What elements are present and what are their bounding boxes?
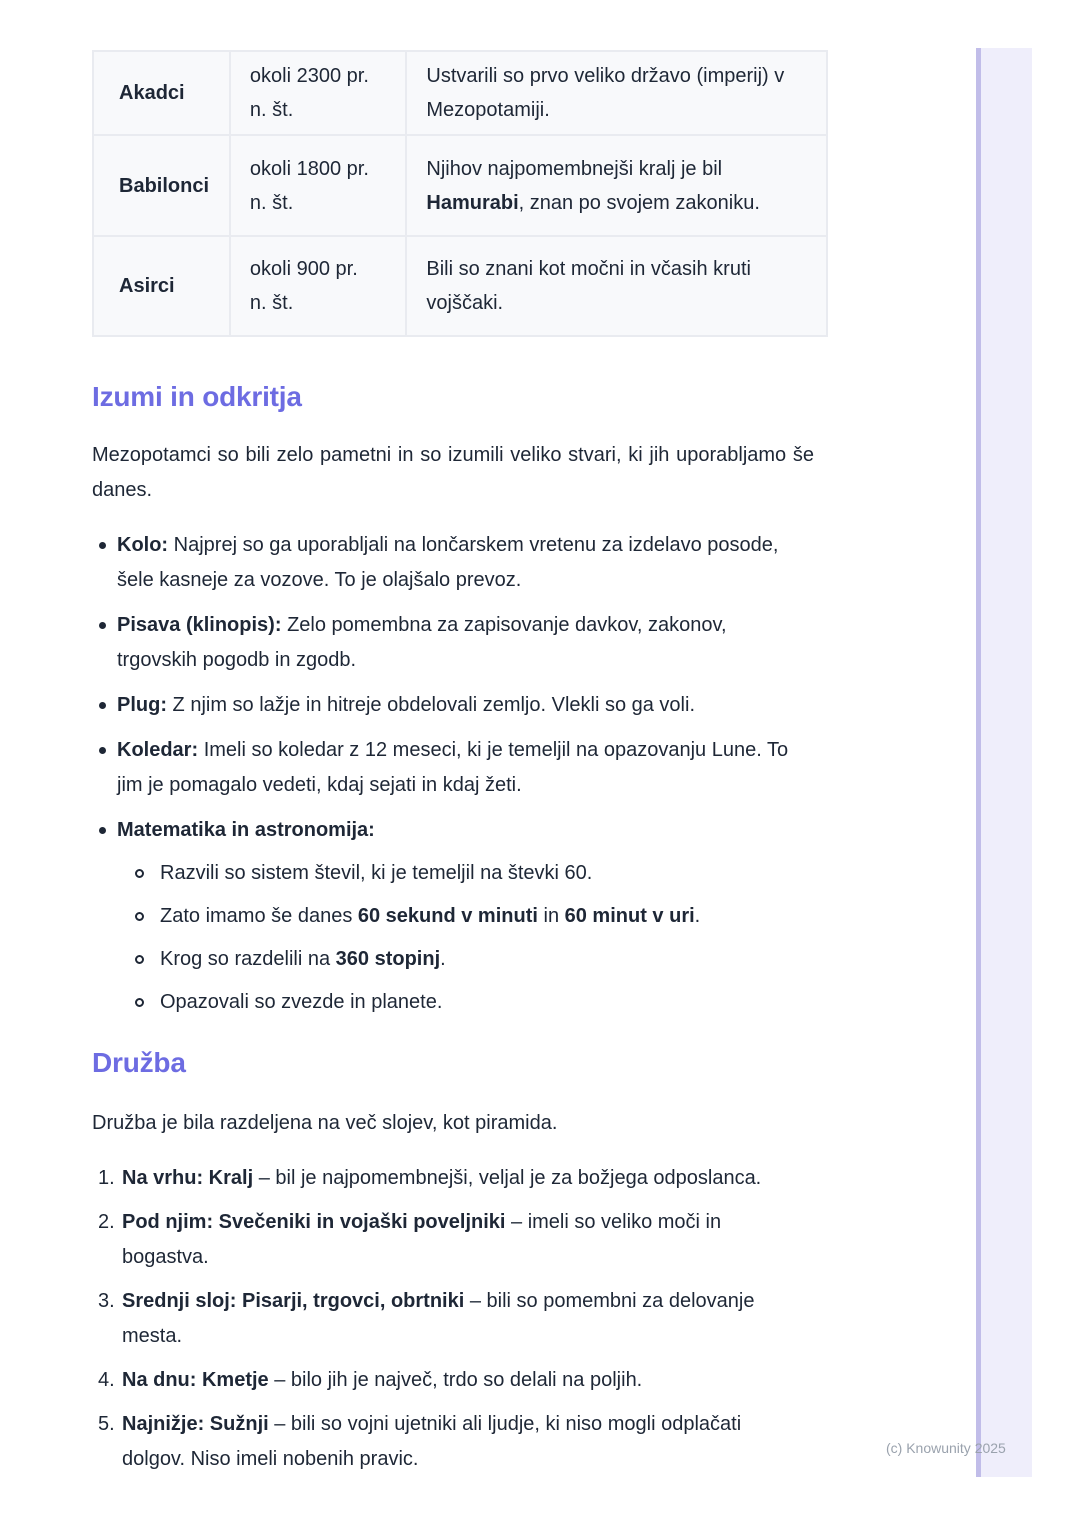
text-segment: Srednji sloj: Pisarji, trgovci, obrtniki bbox=[122, 1290, 465, 1312]
text-segment: Plug: bbox=[117, 694, 173, 716]
list-item bbox=[92, 608, 828, 678]
description-cell bbox=[406, 51, 827, 135]
text-segment: Najprej so ga uporabljali na lončarskem vretenu za izdelavo posode, šele kasneje za vozove. To je olajšalo prevoz. bbox=[117, 534, 779, 591]
period-cell: okoli 900 pr. n. št. bbox=[230, 236, 406, 336]
civilization-name-cell: Babilonci bbox=[93, 135, 230, 236]
list-item-text bbox=[117, 694, 695, 716]
numbered-list-item bbox=[92, 1363, 828, 1398]
description-cell bbox=[406, 236, 827, 336]
table-row bbox=[93, 236, 827, 336]
text-segment: – bili so vojni ujetniki ali ljudje, ki niso mogli odplačati dolgov. Niso imeli nobenih pravic. bbox=[122, 1413, 742, 1470]
text-segment: Najnižje: Sužnji bbox=[122, 1413, 269, 1435]
list-item-text bbox=[122, 1290, 754, 1347]
text-segment: – bili so pomembni za delovanje mesta. bbox=[122, 1290, 755, 1347]
table-row bbox=[93, 135, 827, 236]
society-layers-list bbox=[92, 1161, 828, 1477]
notes-page-content bbox=[92, 50, 828, 1486]
text-segment: Njihov najpomembnejši kralj je bil bbox=[426, 157, 723, 180]
item-number: 4. bbox=[98, 1369, 115, 1391]
text-segment: Z njim so lažje in hitreje obdelovali zemljo. Vlekli so ga voli. bbox=[172, 694, 695, 716]
item-number: 1. bbox=[98, 1167, 115, 1189]
list-item-text bbox=[117, 534, 778, 591]
list-item-text bbox=[122, 1211, 721, 1268]
inventions-intro-paragraph: Mezopotamci so bili zelo pametni in so izumili veliko stvari, ki jih uporabljamo še danes. bbox=[92, 444, 814, 501]
list-item-text bbox=[122, 1167, 761, 1189]
list-item-text bbox=[122, 1369, 642, 1391]
society-intro-paragraph: Družba je bila razdeljena na več slojev, kot piramida. bbox=[92, 1112, 558, 1134]
text-segment: Na dnu: Kmetje bbox=[122, 1369, 269, 1391]
sub-list-item bbox=[117, 899, 801, 934]
section-heading-inventions: Izumi in odkritja bbox=[92, 381, 302, 412]
text-segment: – bilo jih je največ, trdo so delali na poljih. bbox=[268, 1369, 643, 1391]
list-item bbox=[92, 688, 828, 723]
text-segment: Matematika in astronomija: bbox=[117, 819, 375, 841]
math-astronomy-sublist bbox=[117, 856, 801, 1020]
text-segment: – bil je najpomembnejši, veljal je za božjega odposlanca. bbox=[253, 1167, 762, 1189]
copyright-watermark: (c) Knowunity 2025 bbox=[886, 1440, 1006, 1456]
list-item bbox=[92, 733, 828, 803]
description-cell bbox=[406, 135, 827, 236]
text-segment: , znan po svojem zakoniku. bbox=[518, 191, 760, 214]
civilization-name-cell: Akadci bbox=[93, 51, 230, 135]
text-segment: Hamurabi bbox=[426, 191, 519, 214]
text-segment: Imeli so koledar z 12 meseci, ki je temeljil na opazovanju Lune. To jim je pomagalo vedeti, kdaj sejati in kdaj žeti. bbox=[117, 739, 789, 796]
numbered-list-item bbox=[92, 1407, 828, 1477]
numbered-list-item bbox=[92, 1161, 828, 1196]
list-item-text bbox=[160, 862, 592, 884]
text-segment: 60 minut v uri bbox=[564, 905, 695, 927]
list-item-text bbox=[117, 819, 375, 841]
text-segment: Opazovali so zvezde in planete. bbox=[160, 991, 443, 1013]
text-segment: Kolo: bbox=[117, 534, 174, 556]
list-item-text bbox=[117, 739, 788, 796]
sub-list-item bbox=[117, 856, 801, 891]
text-segment: Razvili so sistem števil, ki je temeljil na števki 60. bbox=[160, 862, 593, 884]
item-number: 3. bbox=[98, 1290, 115, 1312]
list-item-text bbox=[160, 905, 700, 927]
list-item-text bbox=[160, 948, 446, 970]
text-segment: Zelo pomembna za zapisovanje davkov, zakonov, trgovskih pogodb in zgodb. bbox=[117, 614, 727, 671]
text-segment: . bbox=[440, 948, 446, 970]
text-segment: Koledar: bbox=[117, 739, 204, 761]
table-row bbox=[93, 51, 827, 135]
list-item-text bbox=[117, 614, 727, 671]
civilization-name-cell: Asirci bbox=[93, 236, 230, 336]
next-page-edge-strip bbox=[976, 48, 1032, 1477]
text-segment: Ustvarili so prvo veliko državo (imperij) v Mezopotamiji. bbox=[426, 65, 785, 121]
sub-list-item bbox=[117, 985, 801, 1020]
text-segment: Pisava (klinopis): bbox=[117, 614, 288, 636]
list-item bbox=[92, 528, 828, 598]
text-segment: in bbox=[537, 905, 565, 927]
text-segment: Na vrhu: Kralj bbox=[122, 1167, 254, 1189]
inventions-list bbox=[92, 528, 828, 1020]
text-segment: . bbox=[694, 905, 701, 927]
list-item-text bbox=[122, 1413, 741, 1470]
item-number: 2. bbox=[98, 1211, 115, 1233]
list-item-text bbox=[160, 991, 442, 1013]
text-segment: Pod njim: Svečeniki in vojaški poveljniki bbox=[122, 1211, 506, 1233]
list-item bbox=[92, 813, 828, 1020]
period-cell: okoli 1800 pr. n. št. bbox=[230, 135, 406, 236]
text-segment: 60 sekund v minuti bbox=[357, 905, 538, 927]
text-segment: 360 stopinj bbox=[335, 948, 441, 970]
text-segment: Krog so razdelili na bbox=[160, 948, 336, 970]
item-number: 5. bbox=[98, 1413, 115, 1435]
numbered-list-item bbox=[92, 1205, 828, 1275]
civilizations-table bbox=[92, 50, 828, 337]
section-heading-society: Družba bbox=[92, 1047, 186, 1078]
numbered-list-item bbox=[92, 1284, 828, 1354]
text-segment: – imeli so veliko moči in bogastva. bbox=[122, 1211, 722, 1268]
text-segment: Zato imamo še danes bbox=[160, 905, 358, 927]
text-segment: Bili so znani kot močni in včasih kruti vojščaki. bbox=[426, 258, 751, 314]
sub-list-item bbox=[117, 942, 801, 977]
period-cell: okoli 2300 pr. n. št. bbox=[230, 51, 406, 135]
